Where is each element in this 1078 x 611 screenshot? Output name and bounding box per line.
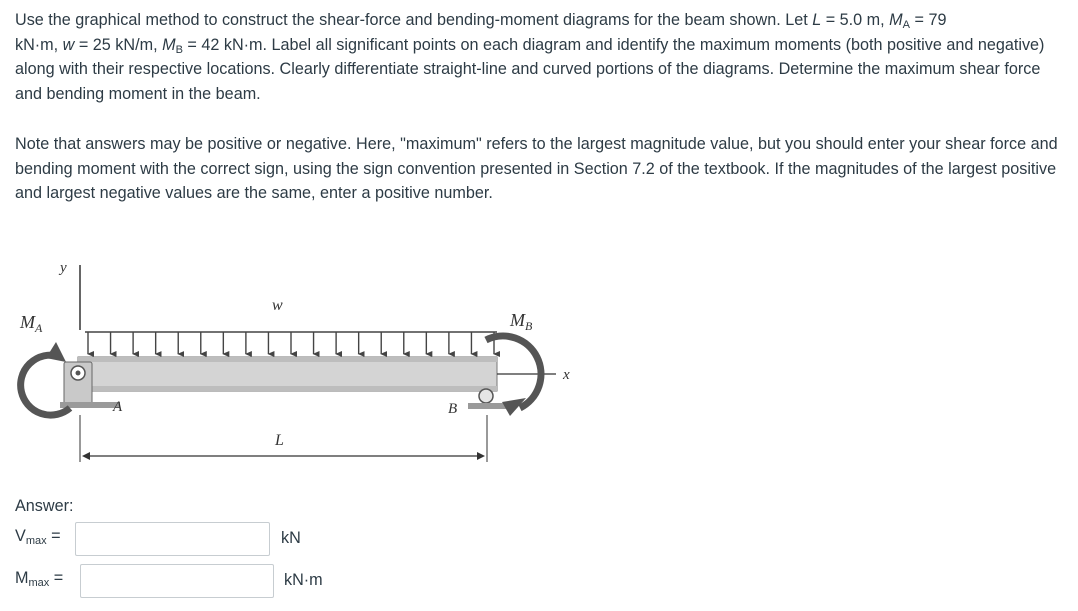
vmax-input[interactable]	[75, 522, 270, 556]
point-a-label: A	[113, 399, 123, 415]
x-axis-label: x	[563, 367, 570, 383]
distributed-load	[88, 332, 494, 354]
mmax-label: $M_{max}$ =	[15, 569, 64, 589]
beam-flange-bottom	[78, 386, 497, 391]
mmax-input[interactable]	[80, 564, 274, 598]
beam	[78, 357, 497, 391]
span-label-l: L	[275, 432, 284, 449]
beam-figure	[0, 230, 620, 470]
beam-flange-top	[78, 357, 497, 362]
vmax-unit: kN	[281, 529, 301, 547]
support-b	[468, 389, 510, 409]
moment-ma-label: $M_A$	[20, 312, 43, 335]
answer-heading: Answer:	[15, 497, 74, 515]
point-b-label: B	[448, 401, 458, 417]
mmax-unit: kN·m	[284, 571, 323, 589]
answer-instructions: Note that answers may be positive or negative. Here, "maximum" refers to the largest magnitude value, but you should enter your shear force and bending moment with the correct sign, using the sign convention presented in Section 7.2 of the textbook. If the magnitudes of the largest positive and largest negative values are the same, enter a positive number.	[15, 135, 1058, 202]
moment-mb-label: $M_B$	[510, 310, 533, 333]
problem-statement: Use the graphical method to construct the shear-force and bending-moment diagrams for the beam shown. Let L = 5.0 m, $M_A = 79$ kN·m, w = 25 kN/m, $M_B = 42$ kN·m. Label all significant points on each diagram and identify the maximum moments (both positive and negative) along with their respective locations. Clearly differentiate straight-line and curved portions of the diagrams. Determine the maximum shear force and bending moment in the beam.	[15, 11, 1045, 103]
load-label-w: w	[272, 297, 283, 314]
y-axis-label: y	[60, 260, 67, 276]
vmax-label: $V_{max}$ =	[15, 527, 61, 547]
